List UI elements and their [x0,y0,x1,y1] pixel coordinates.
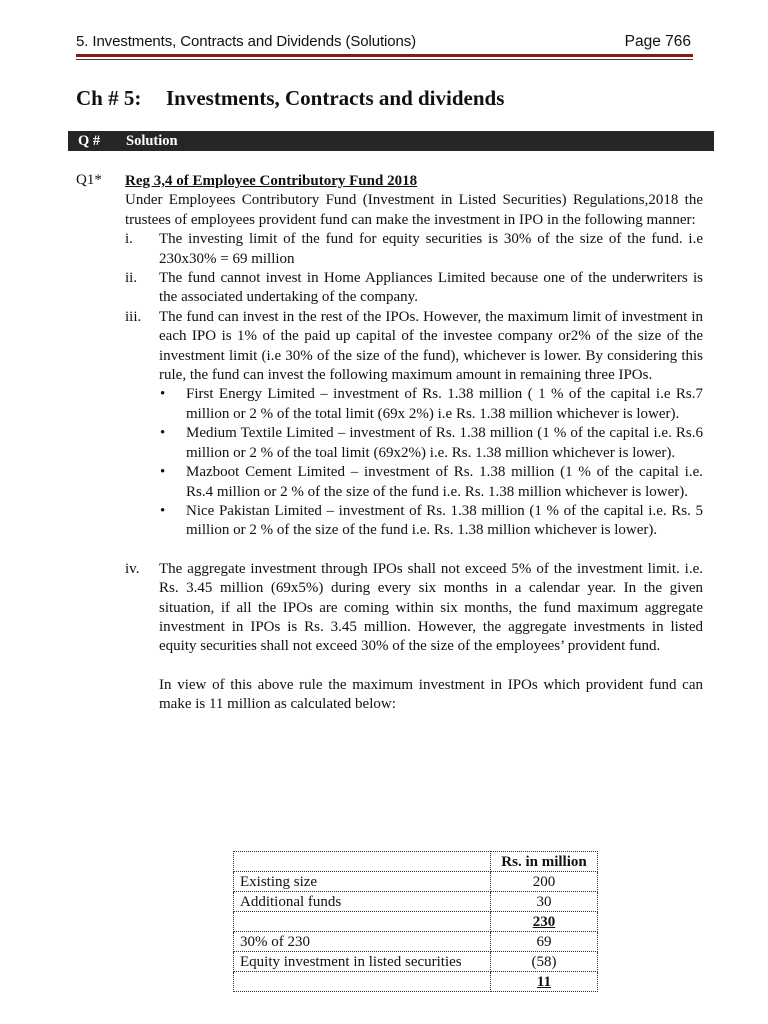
list-item [160,424,703,463]
point-iv-number: iv. [125,560,140,577]
point-ii [125,269,703,308]
header-rule-thin [76,59,693,60]
table-value: 200 [491,872,598,892]
point-iv-text: The aggregate investment through IPOs shall not exceed 5% of the investment limit. i.e. Rs. 3.45 million (69x5%) during every six months in a calendar year. In the given situation, if all the IPOs are coming within six months, the fund maximum aggregate investment in IPOs is Rs. 3.45 million. However, the aggregate investments in listed equity securities shall not exceed 30% of the size of the employees’ provident fund. [159,560,703,655]
point-iii-number: iii. [125,308,142,325]
solution-body [125,172,703,715]
page-number: Page 766 [624,33,691,50]
bullet-icon: • [160,425,166,442]
point-i-number: i. [125,231,133,248]
bullet-text: First Energy Limited – investment of Rs. 1.38 million ( 1 % of the capital i.e Rs.7 million or 2 % of the total limit (69x 2%) i.e Rs. 1.38 million whichever is lower). [186,386,703,422]
table-row [234,892,598,912]
table-row [234,952,598,972]
table-label [234,912,491,932]
question-heading: Reg 3,4 of Employee Contributory Fund 2018 [125,173,418,189]
bullet-text: Medium Textile Limited – investment of Rs. 1.38 million (1 % of the capital i.e. Rs.6 million or 2 % of the toal limit (69x2%) i.e. Rs. 1.38 million whichever is lower). [186,425,703,461]
table-label: Existing size [234,872,491,892]
table-value: 30 [491,892,598,912]
table-row [234,932,598,952]
list-item [160,502,703,541]
list-item [160,463,703,502]
bullet-icon: • [160,386,166,403]
chapter-title: Investments, Contracts and dividends [166,86,505,110]
intro-paragraph: Under Employees Contributory Fund (Investment in Listed Securities) Regulations,2018 the trustees of employees provident fund can make the investment in IPO in the following manner: [125,192,703,228]
point-iv [125,560,703,657]
table-value: 69 [491,932,598,952]
question-solution-bar [68,131,714,151]
calculation-table [233,851,598,992]
table-cell [234,852,491,872]
header-rule-thick [76,54,693,57]
table-row [234,872,598,892]
ipo-bullet-list [125,385,703,540]
qbar-solution-label: Solution [126,133,178,149]
conclusion-paragraph: In view of this above rule the maximum investment in IPOs which provident fund can make is 11 million as calculated below: [159,676,703,713]
bullet-icon: • [160,464,166,481]
table-label [234,972,491,992]
spacer [125,657,703,676]
spacer [125,541,703,560]
table-header-row [234,852,598,872]
qbar-question-label: Q # [78,133,101,149]
point-ii-number: ii. [125,270,138,287]
bullet-icon: • [160,502,166,519]
bullet-text: Mazboot Cement Limited – investment of Rs. 1.38 million (1 % of the capital i.e. Rs.4 million or 2 % of the size of the fund i.e. Rs. 1.38 million whichever is lower). [186,464,703,500]
point-iii-text: The fund can invest in the rest of the IPOs. However, the maximum limit of investment in each IPO is 1% of the paid up capital of the investee company or2% of the size of the investment limit (i.e 30% of the size of the fund), whichever is lower. By considering this rule, the fund can invest the following maximum amount in remaining three IPOs. [159,308,703,384]
table-value: (58) [491,952,598,972]
point-i [125,230,703,269]
point-i-text: The investing limit of the fund for equity securities is 30% of the size of the fund. i.e 230x30% = 69 million [159,231,703,267]
point-ii-text: The fund cannot invest in Home Appliances Limited because one of the underwriters is the associated undertaking of the company. [159,270,703,306]
bullet-text: Nice Pakistan Limited – investment of Rs. 1.38 million (1 % of the capital i.e. Rs. 5 million or 2 % of the size of the fund i.e. Rs. 1.38 million whichever is lower). [186,502,703,539]
table-row [234,912,598,932]
table-label: 30% of 230 [234,932,491,952]
chapter-heading [76,86,505,111]
table-column-header: Rs. in million [491,852,598,872]
table-label: Additional funds [234,892,491,912]
chapter-number: Ch # 5: [76,86,142,110]
list-item [160,385,703,424]
point-iii [125,308,703,386]
table-total: 11 [491,972,598,992]
table-subtotal: 230 [491,912,598,932]
table-label: Equity investment in listed securities [234,952,491,972]
running-header-title: 5. Investments, Contracts and Dividends (Solutions) [76,33,417,50]
table-row [234,972,598,992]
question-number: Q1* [76,172,102,188]
